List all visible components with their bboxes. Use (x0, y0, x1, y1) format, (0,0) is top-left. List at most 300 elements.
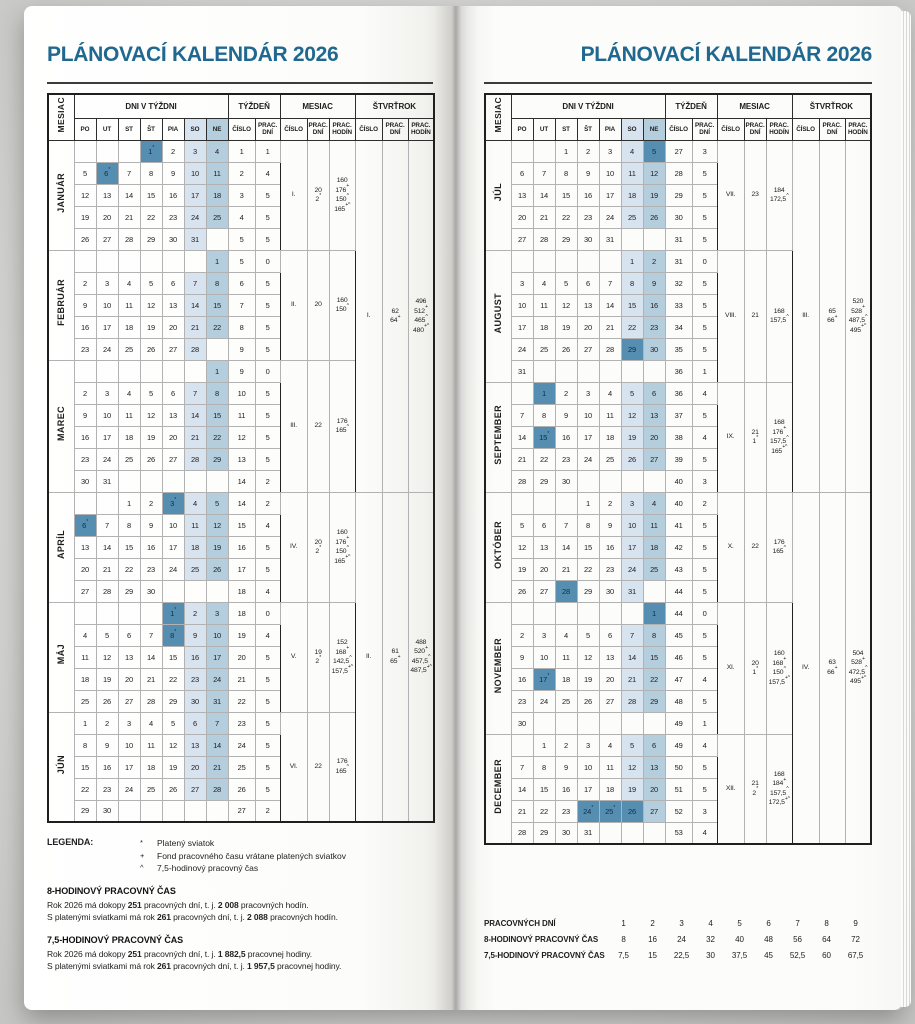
day-cell: 2 (184, 602, 206, 624)
week-workdays-cell: 5 (255, 206, 280, 228)
legend-label: LEGENDA: (47, 837, 94, 847)
week-workdays-cell: 4 (692, 426, 717, 448)
day-cell: 24 (96, 338, 118, 360)
day-cell: 8 (643, 624, 665, 646)
week-number-cell: 51 (665, 778, 692, 800)
week-number-cell: 12 (228, 426, 255, 448)
day-cell: 22 (621, 316, 643, 338)
day-cell: 3 (533, 624, 555, 646)
day-cell: 17 (162, 536, 184, 558)
day-cell: 25 (118, 448, 140, 470)
day-cell: 26 (621, 800, 643, 822)
day-cell: 24 (96, 448, 118, 470)
day-cell: 14 (533, 184, 555, 206)
day-cell: 1 (621, 250, 643, 272)
day-cell (533, 140, 555, 162)
day-cell (96, 250, 118, 272)
day-cell: 26 (162, 778, 184, 800)
day-cell: 29 (206, 448, 228, 470)
month-name: SEPTEMBER (493, 404, 504, 465)
month-workdays-cell: 20 (307, 250, 329, 360)
header-day-so: SO (184, 118, 206, 140)
header-quarter-number: ČÍSLO (792, 118, 819, 140)
day-cell: 15 (621, 294, 643, 316)
week-number-cell: 14 (228, 492, 255, 514)
day-cell (184, 250, 206, 272)
week-number-cell: 7 (228, 294, 255, 316)
day-cell: 15 (206, 404, 228, 426)
calendar-week-row (48, 140, 434, 162)
day-cell (533, 360, 555, 382)
day-cell: 10 (577, 756, 599, 778)
day-cell: 29 (140, 228, 162, 250)
week-workdays-cell: 5 (692, 558, 717, 580)
day-cell: 4 (74, 624, 96, 646)
header-quarter-workdays: PRAC. DNÍ (819, 118, 845, 140)
text-segment: Rok 2026 má dokopy (47, 899, 128, 910)
day-cell: 13 (96, 184, 118, 206)
day-cell: 17 (577, 778, 599, 800)
day-cell: 20 (184, 756, 206, 778)
day-cell: 23 (511, 690, 533, 712)
week-number-cell: 49 (665, 712, 692, 734)
day-cell: 25 (206, 206, 228, 228)
week-workdays-cell: 4 (255, 162, 280, 184)
day-cell (118, 250, 140, 272)
day-cell: 9 (140, 514, 162, 536)
day-cell: 25 (118, 338, 140, 360)
day-cell (533, 250, 555, 272)
month-workhours-cell: 176 165^ (329, 712, 355, 822)
day-cell: 19 (643, 184, 665, 206)
week-number-cell: 23 (228, 712, 255, 734)
text-segment: pracovných hodín. (267, 912, 338, 922)
month-number-cell: XII. (717, 734, 744, 844)
day-cell: 27 (511, 228, 533, 250)
quarter-workdays-cell: 62 64+ (382, 140, 408, 492)
week-workdays-cell: 1 (692, 712, 717, 734)
day-cell: 5 (621, 734, 643, 756)
week-workdays-cell: 5 (692, 272, 717, 294)
week-workdays-cell: 3 (692, 800, 717, 822)
day-cell (511, 602, 533, 624)
day-cell: 18 (599, 426, 621, 448)
quarter-number-cell: III. (792, 140, 819, 492)
day-cell: 10 (511, 294, 533, 316)
week-number-cell: 1 (228, 140, 255, 162)
work-days-value: 40 (735, 934, 744, 944)
calendar-table (47, 93, 435, 823)
legend-symbol: * (140, 838, 143, 847)
day-cell (74, 250, 96, 272)
day-cell: 8 (206, 272, 228, 294)
week-workdays-cell: 5 (255, 756, 280, 778)
page-title-left: PLÁNOVACÍ KALENDÁR 2026 (47, 43, 339, 66)
week-number-cell: 21 (228, 668, 255, 690)
text-segment: 1 957,5 (247, 961, 275, 971)
day-cell: 15 (118, 536, 140, 558)
day-cell: 5 (140, 272, 162, 294)
day-cell: 25 (599, 448, 621, 470)
day-cell: 28 (140, 690, 162, 712)
day-cell: 10 (162, 514, 184, 536)
day-cell: 21 (621, 668, 643, 690)
day-cell: 5 (555, 272, 577, 294)
header-day-pia: PIA (162, 118, 184, 140)
week-number-cell: 44 (665, 580, 692, 602)
day-cell: 17 (184, 184, 206, 206)
week-number-cell: 40 (665, 470, 692, 492)
day-cell (140, 800, 162, 822)
day-cell: 2 (577, 140, 599, 162)
day-cell (599, 602, 621, 624)
week-number-cell: 32 (665, 272, 692, 294)
legend-text: 7,5-hodinový pracovný čas (157, 863, 259, 873)
day-cell: 20 (643, 426, 665, 448)
month-workhours-cell: 176 165^ (766, 492, 792, 602)
day-cell: 11 (118, 294, 140, 316)
text-segment: 251 (127, 948, 142, 959)
calendar-table-right (484, 93, 872, 845)
day-cell: 31 (511, 360, 533, 382)
work-days-row-label: PRACOVNÝCH DNÍ (484, 918, 556, 928)
day-cell (74, 360, 96, 382)
day-cell: 12 (621, 404, 643, 426)
work-time-section-title: 7,5-HODINOVÝ PRACOVNÝ ČAS (47, 934, 184, 945)
day-cell: 3 (96, 272, 118, 294)
day-cell: 7 (184, 272, 206, 294)
text-segment: S platenými sviatkami má rok (47, 961, 157, 971)
day-cell: 24* (577, 800, 599, 822)
day-cell: 25 (555, 690, 577, 712)
day-cell: 7 (621, 624, 643, 646)
quarter-workhours-cell: 504 528+ 472,5^ 495+^ (845, 492, 871, 844)
week-number-cell: 36 (665, 360, 692, 382)
day-cell: 26 (577, 690, 599, 712)
week-workdays-cell: 5 (692, 646, 717, 668)
day-cell: 25* (599, 800, 621, 822)
work-time-section-title: 8-HODINOVÝ PRACOVNÝ ČAS (47, 885, 176, 896)
day-cell: 24 (511, 338, 533, 360)
month-name: DECEMBER (493, 758, 504, 814)
header-day-so: SO (621, 118, 643, 140)
week-workdays-cell: 5 (255, 734, 280, 756)
month-workdays-cell: 23 (744, 140, 766, 250)
week-workdays-cell: 5 (255, 690, 280, 712)
day-cell (599, 360, 621, 382)
day-cell: 4 (118, 272, 140, 294)
day-cell: 19 (511, 558, 533, 580)
day-cell: 18 (184, 536, 206, 558)
day-cell (621, 228, 643, 250)
text-segment: pracovných dní, t. j. (170, 961, 248, 971)
day-cell: 27 (533, 580, 555, 602)
day-cell: 31 (577, 822, 599, 844)
week-workdays-cell: 5 (692, 580, 717, 602)
day-cell: 17* (533, 668, 555, 690)
day-cell: 22 (162, 668, 184, 690)
day-cell: 19 (96, 668, 118, 690)
day-cell: 20 (599, 668, 621, 690)
week-workdays-cell: 4 (255, 514, 280, 536)
day-cell: 6* (96, 162, 118, 184)
day-cell: 15 (533, 778, 555, 800)
day-cell: 25 (533, 338, 555, 360)
week-workdays-cell: 0 (255, 602, 280, 624)
month-name-cell (48, 140, 74, 250)
legend-item (140, 862, 346, 875)
day-cell: 29 (118, 580, 140, 602)
work-days-row (484, 915, 870, 931)
day-cell: 19 (74, 206, 96, 228)
day-cell (555, 360, 577, 382)
work-days-value: 56 (793, 934, 802, 944)
day-cell: 28 (511, 822, 533, 844)
day-cell: 1* (140, 140, 162, 162)
day-cell: 17 (206, 646, 228, 668)
day-cell: 6 (599, 624, 621, 646)
day-cell: 21 (599, 316, 621, 338)
day-cell: 23 (577, 206, 599, 228)
day-cell: 31 (96, 470, 118, 492)
month-col-label: MESIAC (56, 97, 67, 133)
week-number-cell: 53 (665, 822, 692, 844)
day-cell (621, 822, 643, 844)
work-days-value: 67,5 (847, 950, 864, 960)
day-cell: 9 (96, 734, 118, 756)
day-cell: 20 (118, 668, 140, 690)
work-time-line (47, 948, 433, 961)
day-cell: 19 (555, 316, 577, 338)
header-day-ne: NE (643, 118, 665, 140)
day-cell: 29 (577, 580, 599, 602)
day-cell: 16 (511, 668, 533, 690)
day-cell: 14 (184, 404, 206, 426)
day-cell: 12 (74, 184, 96, 206)
month-name: NOVEMBER (493, 637, 504, 694)
month-number-cell: I. (280, 140, 307, 250)
day-cell: 8 (74, 734, 96, 756)
day-cell: 27 (96, 228, 118, 250)
day-cell: 14 (511, 426, 533, 448)
week-workdays-cell: 4 (692, 822, 717, 844)
header-month-col (48, 94, 74, 140)
day-cell: 16 (577, 184, 599, 206)
day-cell: 11 (621, 162, 643, 184)
day-cell (184, 360, 206, 382)
week-number-cell: 24 (228, 734, 255, 756)
month-name: FEBRUÁR (56, 279, 67, 326)
month-name-cell (48, 250, 74, 360)
day-cell: 21 (96, 558, 118, 580)
week-workdays-cell: 5 (255, 712, 280, 734)
day-cell: 23 (643, 316, 665, 338)
day-cell (162, 800, 184, 822)
day-cell (74, 140, 96, 162)
day-cell (96, 360, 118, 382)
header-days-group: DNI V TÝŽDNI (511, 94, 665, 118)
day-cell: 6* (74, 514, 96, 536)
day-cell: 27 (599, 690, 621, 712)
week-number-cell: 18 (228, 602, 255, 624)
day-cell: 21 (555, 558, 577, 580)
month-number-cell: II. (280, 250, 307, 360)
text-segment: pracovnej hodiny. (245, 948, 313, 959)
day-cell (621, 470, 643, 492)
day-cell: 22 (206, 316, 228, 338)
month-name: MAREC (56, 406, 67, 441)
day-cell: 7 (206, 712, 228, 734)
day-cell: 18 (533, 316, 555, 338)
work-time-sections (47, 886, 433, 973)
day-cell: 13 (577, 294, 599, 316)
day-cell: 3 (577, 382, 599, 404)
week-workdays-cell: 1 (255, 140, 280, 162)
week-number-cell: 3 (228, 184, 255, 206)
week-number-cell: 45 (665, 624, 692, 646)
day-cell: 20 (162, 316, 184, 338)
legend-item (140, 837, 346, 850)
day-cell: 5 (96, 624, 118, 646)
day-cell: 19 (140, 316, 162, 338)
legend-item (140, 850, 346, 863)
day-cell: 1 (206, 250, 228, 272)
day-cell: 5 (621, 382, 643, 404)
day-cell: 26 (96, 690, 118, 712)
work-days-value: 7,5 (618, 950, 629, 960)
day-cell: 9 (74, 404, 96, 426)
month-workhours-cell: 160 168+ 150^ 157,5+^ (766, 602, 792, 734)
work-days-value: 60 (822, 950, 831, 960)
day-cell: 31 (621, 580, 643, 602)
day-cell (74, 602, 96, 624)
week-number-cell: 5 (228, 250, 255, 272)
day-cell: 17 (599, 184, 621, 206)
day-cell: 3 (511, 272, 533, 294)
day-cell: 24 (118, 778, 140, 800)
day-cell: 15 (206, 294, 228, 316)
day-cell: 1 (533, 382, 555, 404)
week-number-cell: 46 (665, 646, 692, 668)
month-name: APRÍL (56, 530, 67, 559)
week-number-cell: 36 (665, 382, 692, 404)
day-cell: 27 (643, 800, 665, 822)
day-cell (643, 580, 665, 602)
day-cell (206, 470, 228, 492)
day-cell: 30 (643, 338, 665, 360)
day-cell (577, 360, 599, 382)
day-cell (118, 360, 140, 382)
week-workdays-cell: 5 (692, 536, 717, 558)
week-number-cell: 31 (665, 228, 692, 250)
work-days-value: 24 (677, 934, 686, 944)
day-cell: 20 (96, 206, 118, 228)
day-cell: 3 (577, 734, 599, 756)
day-cell: 4 (643, 492, 665, 514)
week-workdays-cell: 5 (255, 668, 280, 690)
month-number-cell: VII. (717, 140, 744, 250)
week-number-cell: 34 (665, 316, 692, 338)
day-cell: 5 (74, 162, 96, 184)
text-segment: 2 088 (247, 912, 268, 922)
day-cell: 2 (643, 250, 665, 272)
day-cell: 11 (140, 734, 162, 756)
day-cell (577, 250, 599, 272)
day-cell: 7 (118, 162, 140, 184)
day-cell: 3 (621, 492, 643, 514)
month-number-cell: VI. (280, 712, 307, 822)
week-number-cell: 39 (665, 448, 692, 470)
week-number-cell: 18 (228, 580, 255, 602)
week-number-cell: 8 (228, 316, 255, 338)
month-name-cell (48, 712, 74, 822)
header-month-col (485, 94, 511, 140)
week-workdays-cell: 1 (692, 360, 717, 382)
day-cell (555, 712, 577, 734)
week-workdays-cell: 5 (692, 338, 717, 360)
month-workhours-cell: 160 176+ 150^ 165+^ (329, 140, 355, 250)
day-cell: 15* (533, 426, 555, 448)
text-segment: 261 (157, 912, 171, 922)
day-cell: 7 (533, 162, 555, 184)
week-workdays-cell: 3 (692, 140, 717, 162)
day-cell: 9 (643, 272, 665, 294)
week-workdays-cell: 4 (692, 734, 717, 756)
day-cell (162, 360, 184, 382)
month-name-cell (48, 602, 74, 712)
day-cell: 10 (599, 162, 621, 184)
day-cell: 27 (162, 338, 184, 360)
day-cell: 18 (118, 316, 140, 338)
quarter-workdays-cell: 61 65+ (382, 492, 408, 822)
day-cell: 26 (643, 206, 665, 228)
day-cell: 6 (511, 162, 533, 184)
work-days-value: 22,5 (673, 950, 690, 960)
day-cell: 21 (140, 668, 162, 690)
month-number-cell: III. (280, 360, 307, 492)
day-cell: 13 (118, 646, 140, 668)
day-cell: 1 (643, 602, 665, 624)
day-cell: 5 (577, 624, 599, 646)
day-cell: 13 (643, 756, 665, 778)
day-cell: 24 (162, 558, 184, 580)
day-cell: 18 (621, 184, 643, 206)
day-cell: 30 (555, 822, 577, 844)
day-cell: 10 (96, 294, 118, 316)
week-number-cell: 28 (665, 162, 692, 184)
day-cell: 31 (206, 690, 228, 712)
day-cell: 28 (599, 338, 621, 360)
day-cell: 14 (184, 294, 206, 316)
quarter-number-cell: I. (355, 140, 382, 492)
day-cell: 29 (643, 690, 665, 712)
week-workdays-cell: 5 (692, 756, 717, 778)
day-cell: 23 (599, 558, 621, 580)
legend (47, 837, 433, 875)
text-segment: 251 (127, 899, 142, 910)
month-workdays-cell: 20 1* (744, 602, 766, 734)
day-cell (140, 470, 162, 492)
day-cell: 21 (206, 756, 228, 778)
day-cell: 26 (206, 558, 228, 580)
week-number-cell: 27 (665, 140, 692, 162)
day-cell: 4 (555, 624, 577, 646)
quarter-workhours-cell: 520 528+ 487,5^ 495+^ (845, 140, 871, 492)
header-day-pia: PIA (599, 118, 621, 140)
day-cell: 26 (140, 338, 162, 360)
work-days-table (484, 915, 872, 963)
day-cell: 29 (533, 822, 555, 844)
